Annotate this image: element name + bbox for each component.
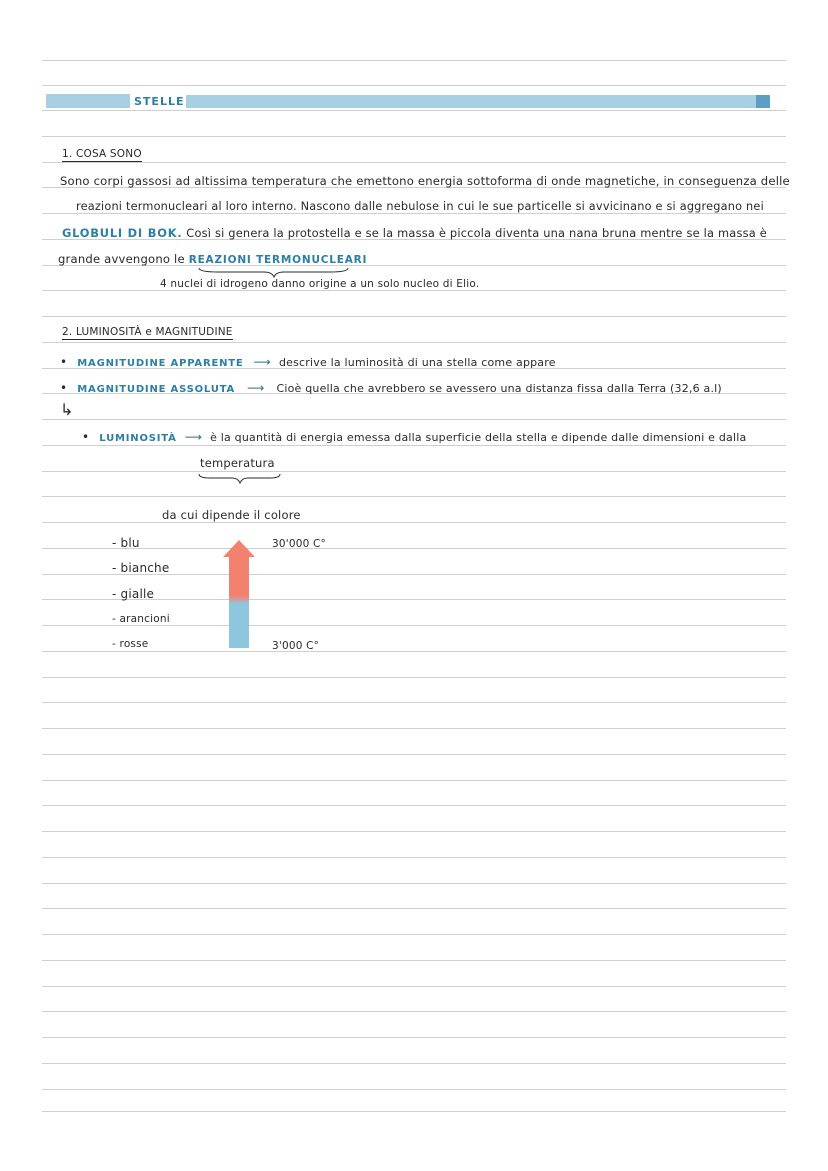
arrow-right-icon: ⟶ bbox=[253, 355, 271, 369]
title-band-right bbox=[186, 95, 770, 108]
section1-line2: reazioni termonucleari al loro interno. Nascono dalle nebulose in cui le sue particelle si avvicinano e si aggregano nei bbox=[76, 200, 764, 213]
temperature-bar-cool bbox=[229, 600, 249, 648]
bullet: • bbox=[82, 430, 90, 444]
temperature-bar-hot bbox=[229, 556, 249, 600]
section1-note: 4 nuclei di idrogeno danno origine a un solo nucleo di Elio. bbox=[160, 278, 480, 290]
ruled-line bbox=[42, 548, 786, 549]
section1-line4-start: grande avvengono le bbox=[58, 252, 185, 266]
ruled-line bbox=[42, 960, 786, 961]
color-item-rosse: - rosse bbox=[112, 638, 149, 650]
magnitudine-assoluta-term: MAGNITUDINE ASSOLUTA bbox=[77, 384, 236, 395]
ruled-line bbox=[42, 316, 786, 317]
section2-heading: 2. LUMINOSITÀ e MAGNITUDINE bbox=[62, 326, 233, 338]
arrow-right-icon: ⟶ bbox=[247, 381, 265, 395]
temperature-bar-blend bbox=[229, 596, 249, 604]
color-item-arancioni: - arancioni bbox=[112, 613, 170, 625]
ruled-line bbox=[42, 290, 786, 291]
section1-line3-text: Così si genera la protostella e se la massa è piccola diventa una nana bruna mentre se la massa è bbox=[186, 226, 767, 240]
ruled-line bbox=[42, 831, 786, 832]
temperature-bottom-label: 3'000 C° bbox=[272, 640, 320, 652]
hook-arrow-icon: ↳ bbox=[60, 400, 74, 419]
section1-line3 bbox=[62, 226, 767, 240]
color-item-bianche: - bianche bbox=[112, 561, 170, 575]
ruled-line bbox=[42, 1089, 786, 1090]
ruled-line bbox=[42, 754, 786, 755]
section1-heading: 1. COSA SONO bbox=[62, 148, 142, 160]
ruled-line bbox=[42, 496, 786, 497]
ruled-line bbox=[42, 728, 786, 729]
title-band-left bbox=[46, 94, 130, 108]
ruled-line bbox=[42, 625, 786, 626]
temperature-top-label: 30'000 C° bbox=[272, 538, 327, 550]
ruled-line bbox=[42, 1063, 786, 1064]
globuli-di-bok-term: GLOBULI DI BOK. bbox=[62, 226, 183, 240]
luminosita-term: LUMINOSITÀ bbox=[99, 433, 177, 444]
ruled-line bbox=[42, 934, 786, 935]
ruled-line bbox=[42, 162, 786, 163]
ruled-line bbox=[42, 908, 786, 909]
brace-temperatura bbox=[198, 472, 282, 484]
luminosita-text: è la quantità di energia emessa dalla superficie della stella e dipende dalle dimensioni e dalla bbox=[210, 431, 747, 444]
ruled-line bbox=[42, 60, 786, 61]
ruled-line bbox=[42, 780, 786, 781]
ruled-line bbox=[42, 85, 786, 86]
ruled-line bbox=[42, 110, 786, 111]
ruled-line bbox=[42, 986, 786, 987]
item-magnitudine-assoluta bbox=[60, 381, 722, 395]
ruled-line bbox=[42, 522, 786, 523]
arrow-right-icon: ⟶ bbox=[184, 430, 203, 444]
ruled-line bbox=[42, 213, 786, 214]
magnitudine-apparente-term: MAGNITUDINE APPARENTE bbox=[77, 358, 244, 369]
magnitudine-apparente-text: descrive la luminosità di una stella come appare bbox=[278, 356, 556, 369]
ruled-line bbox=[42, 857, 786, 858]
section1-line4 bbox=[58, 252, 367, 266]
page-title: STELLE bbox=[134, 95, 185, 108]
bullet: • bbox=[60, 355, 68, 369]
section1-line1: Sono corpi gassosi ad altissima temperatura che emettono energia sottoforma di onde magnetiche, in conseguenza delle bbox=[60, 174, 790, 188]
color-scale-caption: da cui dipende il colore bbox=[162, 508, 301, 522]
magnitudine-assoluta-text: Cioè quella che avrebbero se avessero una distanza fissa dalla Terra (32,6 a.l) bbox=[276, 382, 722, 395]
ruled-line bbox=[42, 136, 786, 137]
color-item-gialle: - gialle bbox=[112, 587, 155, 601]
ruled-line bbox=[42, 1037, 786, 1038]
item-luminosita bbox=[82, 430, 746, 444]
title-band-end bbox=[756, 95, 770, 108]
reazioni-termonucleari-term: REAZIONI TERMONUCLEARI bbox=[188, 254, 368, 266]
ruled-line bbox=[42, 883, 786, 884]
temperatura-word: temperatura bbox=[200, 456, 275, 470]
ruled-line bbox=[42, 471, 786, 472]
ruled-line bbox=[42, 445, 786, 446]
ruled-line bbox=[42, 1111, 786, 1112]
color-item-blu: - blu bbox=[112, 536, 140, 550]
ruled-line bbox=[42, 677, 786, 678]
ruled-line bbox=[42, 342, 786, 343]
ruled-line bbox=[42, 702, 786, 703]
brace-termonucleari bbox=[198, 266, 350, 278]
temperature-arrow-head bbox=[223, 540, 255, 557]
ruled-line bbox=[42, 1011, 786, 1012]
ruled-line bbox=[42, 419, 786, 420]
ruled-line bbox=[42, 651, 786, 652]
item-magnitudine-apparente bbox=[60, 355, 556, 369]
bullet: • bbox=[60, 381, 68, 395]
ruled-line bbox=[42, 805, 786, 806]
